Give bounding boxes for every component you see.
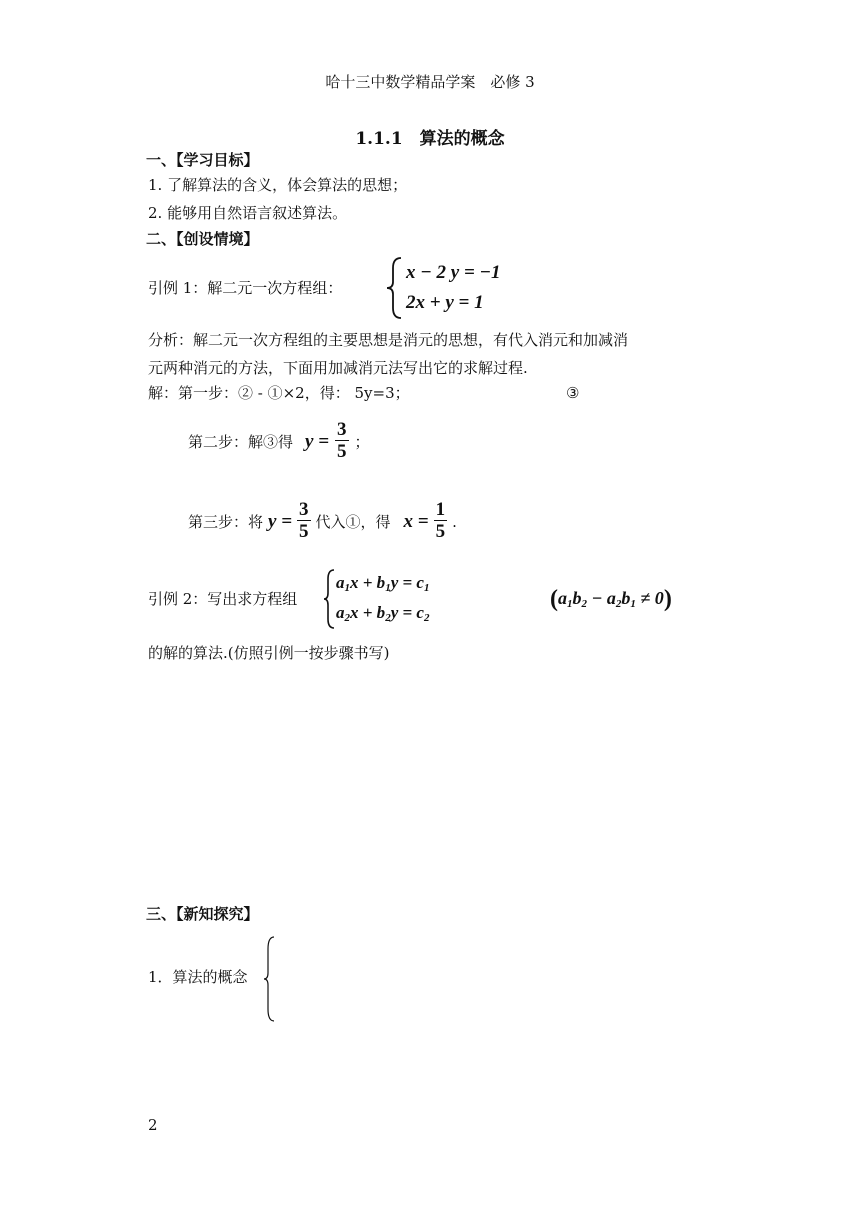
step3-var-y: y = (268, 510, 293, 532)
fraction-numerator: 1 (435, 499, 446, 520)
example2-label: 引例 2：写出求方程组 (148, 590, 298, 608)
fraction-denominator: 5 (299, 521, 309, 542)
system-condition: $(a_1b_2 - a_2b_1 \ne 0)$ (550, 586, 672, 612)
equation-1: x − 2 y = −1 (406, 262, 501, 283)
section-heading-scenario: 二、【创设情境】 (146, 230, 259, 248)
step3-var-x: x = (403, 510, 429, 532)
step2-text: 第二步：解③得 (188, 432, 294, 451)
analysis-line: 元两种消元的方法，下面用加减消元法写出它的求解过程. (148, 359, 528, 377)
example1-label: 引例 1：解二元一次方程组： (148, 279, 343, 297)
page-number: 2 (148, 1116, 158, 1134)
step2-fraction (335, 420, 349, 463)
objective-item: 1. 了解算法的含义，体会算法的思想； (148, 176, 408, 194)
fraction-numerator: 3 (337, 419, 347, 440)
step2-var: y = (305, 430, 330, 452)
equation-2: 2x + y = 1 (406, 292, 484, 313)
fraction-denominator: 5 (337, 441, 347, 462)
step3-fraction-1 (297, 500, 311, 543)
example2-tail: 的解的算法.(仿照引例一按步骤书写) (148, 644, 390, 662)
system-equation-2: $a_2x + b_2y = c_2$ (336, 603, 430, 624)
solution-step-2 (188, 420, 370, 463)
solution-step-3 (188, 500, 457, 543)
left-brace-icon (262, 935, 276, 1023)
concept-item: 1．算法的概念 (148, 968, 248, 986)
step3-suffix: . (452, 512, 457, 531)
step3-mid: 代入①，得 (315, 512, 391, 531)
page-title: 1.1.1 算法的概念 (355, 129, 505, 149)
step2-suffix: ； (354, 432, 370, 451)
step3-fraction-2 (434, 500, 448, 543)
system-equation-1: $a_1x + b_1y = c_1$ (336, 573, 430, 594)
step3-text: 第三步：将 (188, 512, 264, 531)
solution-step-1: 解：第一步：② - ①×2，得： 5y=3； (148, 384, 410, 402)
equation-marker: ③ (566, 384, 580, 402)
left-brace-icon (384, 256, 406, 320)
fraction-denominator: 5 (435, 521, 446, 542)
page-header: 哈十三中数学精品学案 必修 3 (325, 73, 535, 91)
fraction-numerator: 3 (299, 499, 309, 520)
section-heading-exploration: 三、【新知探究】 (146, 905, 259, 923)
left-brace-icon (322, 568, 336, 630)
objective-item: 2. 能够用自然语言叙述算法。 (148, 204, 348, 222)
section-heading-objectives: 一、【学习目标】 (146, 151, 259, 169)
analysis-line: 分析：解二元一次方程组的主要思想是消元的思想，有代入消元和加减消 (148, 331, 629, 349)
